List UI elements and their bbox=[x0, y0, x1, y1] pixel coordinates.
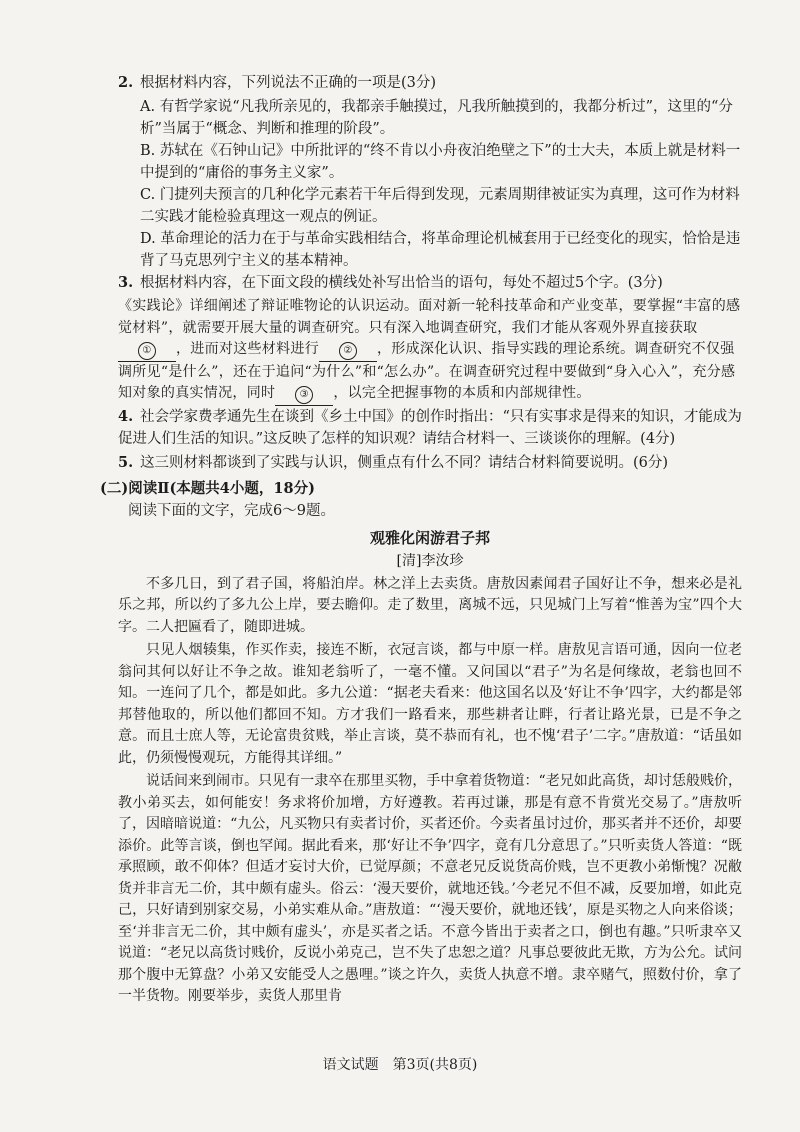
blank-number: ③ bbox=[295, 386, 313, 404]
question-2-stem bbox=[118, 72, 742, 94]
section-instruction: 阅读下面的文字，完成6～9题。 bbox=[128, 502, 335, 519]
question-3 bbox=[118, 272, 742, 406]
blank-number: ② bbox=[339, 342, 357, 360]
question-text: 根据材料内容，下列说法不正确的一项是(3分) bbox=[140, 75, 437, 91]
passage-text: 《实践论》详细阐述了辩证唯物论的认识运动。面对新一轮科技革命和产业变革，要掌握“丰富的感觉材料”，就需要开展大量的调查研究。只有深入地调查研究，我们才能从客观外界直接获取 bbox=[118, 298, 741, 336]
question-3-stem bbox=[118, 272, 742, 294]
fill-in-passage bbox=[118, 296, 742, 406]
question-number: 4. bbox=[118, 407, 134, 425]
question-number: 5. bbox=[118, 453, 134, 471]
option-a: A. 有哲学家说“凡我所亲见的，我都亲手触摸过，凡我所触摸到的，我都分析过”，这里的“分析”当属于“概念、判断和推理的阶段”。 bbox=[140, 99, 733, 137]
passage-text: ，进而对这些材料进行 bbox=[176, 341, 319, 357]
passage-title: 观雅化闲游君子邦 bbox=[369, 528, 490, 547]
section-heading: (二)阅读Ⅱ(本题共4小题，18分) bbox=[100, 479, 315, 497]
passage-paragraph: 只见人烟辏集，作买作卖，接连不断，衣冠言谈，都与中原一样。唐敖见言语可通，因向一位老翁问其何以好让不争之故。谁知老翁听了，一毫不懂。又问国以“君子”为名是何缘故，老翁也回不知。一连问了几个，都是如此。多九公道：“据老夫看来：他这国名以及‘好让不争’四字，大约都是邻邦替他取的，所以他们都回不知。方才我们一路看来，那些耕者让畔，行者让路光景，已是不争之意。而且士庶人等，无论富贵贫贱，举止言谈，莫不恭而有礼，也不愧‘君子’二字。”唐敖道：“话虽如此，仍须慢慢观玩，方能得其详细。” bbox=[118, 642, 742, 766]
question-text: 根据材料内容，在下面文段的横线处补写出恰当的语句，每处不超过5个字。(3分) bbox=[140, 275, 663, 291]
passage-paragraph: 不多几日，到了君子国，将船泊岸。林之洋上去卖货。唐敖因素闻君子国好让不争，想来必是礼乐之邦，所以约了多九公上岸，要去瞻仰。走了数里，离城不远，只见城门上写着“惟善为宝”四个大字。二人把匾看了，随即进城。 bbox=[118, 575, 742, 635]
passage-author: [清]李汝珍 bbox=[396, 552, 464, 569]
question-number: 3. bbox=[118, 274, 134, 291]
blank-number: ① bbox=[138, 342, 156, 360]
question-text: 社会学家费孝通先生在谈到《乡土中国》的创作时指出：“只有实事求是得来的知识，才能成为促进人们生活的知识。”这反映了怎样的知识观？请结合材料一、三谈谈你的理解。(4分) bbox=[118, 408, 742, 447]
question-5 bbox=[118, 452, 742, 474]
option-c: C. 门捷列夫预言的几种化学元素若干年后得到发现，元素周期律被证实为真理，这可作为材料二实践才能检验真理这一观点的例证。 bbox=[140, 187, 740, 225]
passage-paragraph: 说话间来到闹市。只见有一隶卒在那里买物，手中拿着货物道：“老兄如此高货，却讨恁般贱价，教小弟买去，如何能安！务求将价加增，方好遵教。若再过谦，那是有意不肯赏光交易了。”唐敖听了，因暗暗说道：“九公，凡买物只有卖者讨价，买者还价。今卖者虽讨过价，那买者并不还价，却要添价。此等言谈，倒也罕闻。据此看来，那‘好让不争’四字，竟有几分意思了。”只听卖货人答道：“既承照顾，敢不仰体？但适才妄讨大价，已觉厚颜；不意老兄反说货高价贱，岂不更教小弟惭愧？况敝货并非言无二价，其中颇有虚头。俗云：‘漫天要价，就地还钱。’今老兄不但不减，反要加增，如此克己，只好请到别家交易，小弟实难从命。”唐敖道：“‘漫天要价，就地还钱’，原是买物之人向来俗谈；至‘并非言无二价，其中颇有虚头’，亦是买者之话。不意今皆出于卖者之口，倒也有趣。”只听隶卒又说道：“老兄以高货讨贱价，反说小弟克己，岂不失了忠恕之道？凡事总要彼此无欺，方为公允。试问那个腹中无算盘？小弟又安能受人之愚哩。”谈之许久，卖货人执意不增。隶卒赌气，照数付价，拿了一半货物。刚要举步，卖货人那里肯 bbox=[118, 773, 742, 1004]
question-2 bbox=[118, 72, 742, 272]
question-4 bbox=[118, 406, 742, 450]
page-footer: 语文试题 第3页(共8页) bbox=[322, 1057, 478, 1073]
option-b: B. 苏轼在《石钟山记》中所批评的“终不肯以小舟夜泊绝壁之下”的士大夫，本质上就是材料一中提到的“庸俗的事务主义家”。 bbox=[140, 143, 741, 181]
question-text: 这三则材料都谈到了实践与认识，侧重点有什么不同？请结合材料简要说明。(6分) bbox=[140, 454, 669, 471]
blank-2[interactable] bbox=[319, 339, 377, 362]
page-content bbox=[100, 72, 742, 1010]
passage-text: ，形成深化认识、指导实践的理论系统。调查研究不仅强调所见“是什么”，还在于追问“为什么”和“怎么办”。在调查研究过程中要做到“身入心入”，充分感知对象的真实情况，同时 bbox=[118, 341, 736, 401]
option-d: D. 革命理论的活力在于与革命实践相结合，将革命理论机械套用于已经变化的现实，恰恰是违背了马克思列宁主义的基本精神。 bbox=[140, 231, 741, 269]
question-number: 2. bbox=[118, 74, 134, 91]
passage-text: ，以完全把握事物的本质和内部规律性。 bbox=[333, 385, 591, 401]
blank-3[interactable] bbox=[275, 383, 333, 406]
blank-1[interactable] bbox=[118, 339, 176, 362]
